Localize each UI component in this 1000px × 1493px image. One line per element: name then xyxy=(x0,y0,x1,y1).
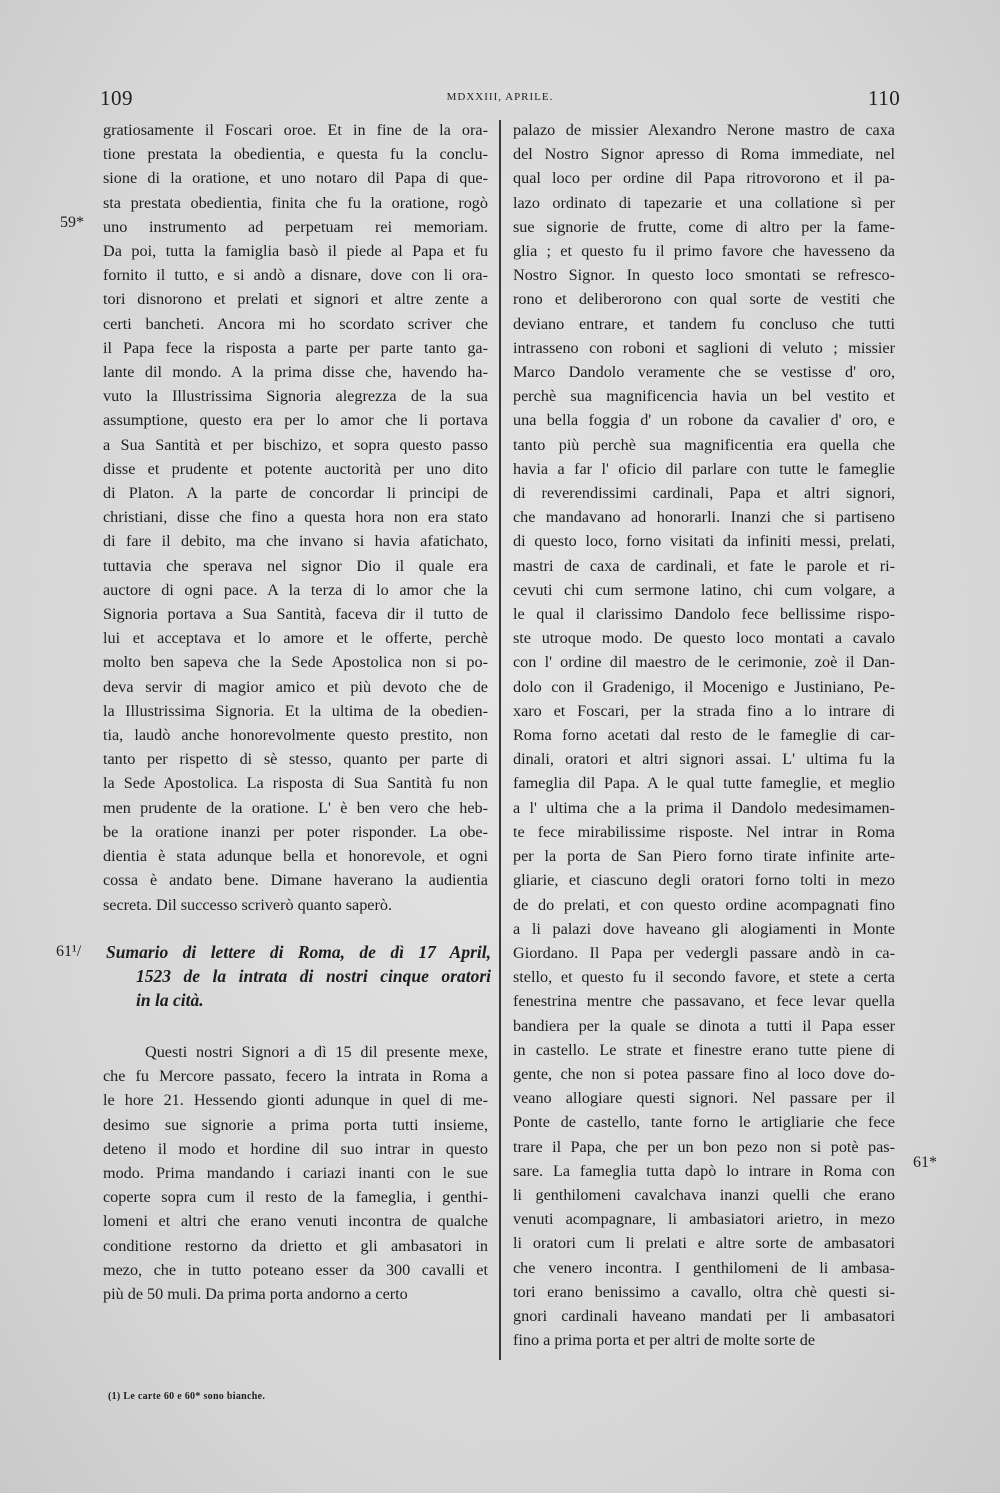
text-line: Marco Dandolo veramente che se vestisse d' oro, xyxy=(513,363,895,382)
text-line: Questi nostri Signori a dì 15 dil presente mexe, xyxy=(145,1043,488,1061)
left-column-paragraph-2 xyxy=(103,1040,488,1306)
text-line: dinali, oratori et altri signori assai. L' ultima fu la xyxy=(513,750,895,769)
text-line: bandiera per la quale se dinota a tutti il Papa esser xyxy=(513,1016,895,1035)
text-line: rono et deliberorono con qual sorte de vestiti che xyxy=(513,290,895,309)
text-line: mastri de caxa de cardinali, et fate le parole et ri- xyxy=(513,556,895,575)
text-line: una bella foggia d' un robone da cavalier d' oro, e xyxy=(513,411,895,430)
text-line: veano allogiare questi signori. Nel passare per il xyxy=(513,1089,895,1108)
text-line: di questo loco, forno visitati da infiniti messi, prelati, xyxy=(513,532,895,551)
text-line: di Platon. A la parte de concordar li principi de xyxy=(103,484,488,503)
left-column-text xyxy=(103,118,488,917)
text-line: perchè sua magnificencia havia un bel vestito et xyxy=(513,387,895,406)
text-line: gente, che non si potea passare fino al loco dove do- xyxy=(513,1064,895,1083)
text-line: le hore 21. Hessendo gionti adunque in quel di me- xyxy=(103,1091,488,1110)
text-line: venuti acompagnare, li ambasiatori arietro, in mezo xyxy=(513,1210,895,1229)
text-line: gnori cardinali haveano mandati per li ambasatori xyxy=(513,1306,895,1325)
section-heading xyxy=(106,940,491,1012)
text-line: di reverendissimi cardinali, Papa et altri signori, xyxy=(513,484,895,503)
text-line: assumptione, questo era per lo amor che li portava xyxy=(103,411,488,430)
text-line: sta prestata obedientia, finita che fu la oratione, rogò xyxy=(103,193,488,212)
text-line: a l' ultima che a la prima il Dandolo medesimamen- xyxy=(513,798,895,817)
text-line: a li palazi dove haveano gli alogiamenti in Monte xyxy=(513,919,895,938)
footnote: (1) Le carte 60 e 60* sono bianche. xyxy=(108,1391,266,1402)
text-line: trare il Papa, che per un bon pezo non si potè pas- xyxy=(513,1137,895,1156)
running-title: MDXXIII, APRILE. xyxy=(446,91,554,103)
text-line: Sumario di lettere di Roma, de dì 17 April, xyxy=(106,942,491,962)
text-line: li genthilomeni cavalchava inanzi quelli che erano xyxy=(513,1185,895,1204)
text-line: cevuti chi cum sermone latino, chi cum volgare, a xyxy=(513,580,895,599)
text-line: fino a prima porta et per altri de molte sorte de xyxy=(513,1331,816,1350)
text-line: te fece mirabilissime risposte. Nel intrar in Roma xyxy=(513,822,895,841)
text-line: conditione restorno da drietto et gli ambasatori in xyxy=(103,1236,488,1255)
text-line: tuttavia che sperava nel signor Dio il quale era xyxy=(103,556,488,575)
text-line: cossa è andato bene. Dimane haverano la audientia xyxy=(103,871,488,890)
text-line: ste utroque modo. De questo loco montati a cavalo xyxy=(513,629,895,648)
page-number-left: 109 xyxy=(100,86,133,110)
text-line: Nostro Signor. In questo loco smontati se refresco- xyxy=(513,266,895,285)
text-line: Signoria portava a Sua Santità, faceva dir il tutto de xyxy=(103,605,488,624)
text-line: uno instrumento ad perpetuam rei memoriam. xyxy=(103,217,488,236)
text-line: Roma forno acetati dal resto de le fameglie di car- xyxy=(513,726,895,745)
text-line: le qual il clarissimo Dandolo fece bellissime rispo- xyxy=(513,605,895,624)
text-line: coperte sopra cum il resto de la fameglia, i genthi- xyxy=(103,1188,488,1207)
text-line: fameglia dil Papa. A le qual tutte fameglie, et meglio xyxy=(513,774,895,793)
margin-note-61-right: 61* xyxy=(913,1154,937,1171)
text-line: in castello. Le strate et finestre erano tutte piene di xyxy=(513,1040,895,1059)
text-line: deva servir di magior amico et più devoto che de xyxy=(103,677,488,696)
text-line: modo. Prima mandando i cariazi inanti con le sue xyxy=(103,1164,488,1183)
column-divider xyxy=(499,120,501,1360)
text-line: 1523 de la intrata di nostri cinque oratori xyxy=(136,966,491,986)
text-line: desimo sue signorie a prima porta tutti insieme, xyxy=(103,1115,488,1134)
text-line: che fu Mercore passato, fecero la intrata in Roma a xyxy=(103,1067,488,1086)
text-line: per la porta de San Piero forno tirate infinite arte- xyxy=(513,847,895,866)
margin-note-61-left: 61¹/ xyxy=(56,943,82,960)
text-line: il Papa fece la risposta a parte per parte tanto ga- xyxy=(103,338,488,357)
text-line: la Illustrissima Signoria. Et la ultima de la obedien- xyxy=(103,701,488,720)
page-number-right: 110 xyxy=(868,86,901,110)
text-line: Da poi, tutta la famiglia basò il piede al Papa et fu xyxy=(103,242,488,261)
text-line: deviano entrare, et tandem fu concluso che tutti xyxy=(513,314,895,333)
text-line: sione di la oratione, et uno notaro dil Papa di que- xyxy=(103,169,488,188)
text-line: palazo de missier Alexandro Nerone mastro de caxa xyxy=(513,121,895,139)
text-line: in la cità. xyxy=(136,990,204,1010)
text-line: Ponte de castello, tante forno le artigliarie che fece xyxy=(513,1113,895,1132)
text-line: la Sede Apostolica. La risposta di Sua Santità fu non xyxy=(103,774,488,793)
text-line: sue signorie de frutte, come di altro per la fame- xyxy=(513,217,895,236)
text-line: li oratori cum li prelati e altre sorte de ambasatori xyxy=(513,1234,895,1253)
text-line: lomeni et altri che erano venuti incontra de qualche xyxy=(103,1212,488,1231)
text-line: auctore di ogni pace. A la terza di lo amor che la xyxy=(103,580,488,599)
text-line: sare. La fameglia tutta dapò lo intrare in Roma con xyxy=(513,1161,895,1180)
text-line: qual loco per ordine dil Papa ritrovorono et il pa- xyxy=(513,169,895,188)
text-line: lui et acceptava et lo amore et le offerte, perchè xyxy=(103,629,488,648)
text-line: disse et prudente et potente auctorità per uno dito xyxy=(103,459,488,478)
text-line: tori disnorono et prelati et signori et altre zente a xyxy=(103,290,488,309)
text-line: molto ben sapeva che la Sede Apostolica non si po- xyxy=(103,653,488,672)
text-line: fornito il tutto, e si andò a disnare, dove con li ora- xyxy=(103,266,488,285)
text-line: fenestrina mentre che passavano, et fece levar quella xyxy=(513,992,895,1011)
text-line: tia, laudò anche honorevolmente questo prestito, non xyxy=(103,726,488,745)
text-line: men prudente de la oratione. L' è ben vero che heb- xyxy=(103,798,488,817)
text-line: dolo con il Gradenigo, il Mocenigo e Justiniano, Pe- xyxy=(513,677,895,696)
text-line: lante dil mondo. A la prima disse che, havendo ha- xyxy=(103,363,488,382)
text-line: tanto per rispetto di sè stesso, quanto per parte di xyxy=(103,750,488,769)
text-line: intrasseno con roboni et saglioni di veluto ; missier xyxy=(513,338,895,357)
text-line: vuto la Illustrissima Signoria alegrezza de la sua xyxy=(103,387,488,406)
margin-note-59: 59* xyxy=(60,214,84,231)
text-line: havia a far l' oficio dil parlare con tutte le fameglie xyxy=(513,459,895,478)
text-line: dientia è stata adunque bella et honorevole, et ogni xyxy=(103,847,488,866)
text-line: con l' ordine dil maestro de le cerimonie, zoè il Dan- xyxy=(513,653,895,672)
text-line: gliarie, et ciascuno degli oratori forno tolti in mezo xyxy=(513,871,895,890)
text-line: lazo ordinato di tapezarie et una collatione sì per xyxy=(513,193,895,212)
text-line: tanto più perchè sua magnificentia era quella che xyxy=(513,435,895,454)
text-line: tione prestata la obedientia, e questa fu la conclu- xyxy=(103,145,488,164)
text-line: più de 50 muli. Da prima porta andorno a certo xyxy=(103,1285,408,1304)
text-line: che venero incontra. I genthilomeni de li ambasa- xyxy=(513,1258,895,1277)
text-line: a Sua Santità et per bischizo, et sopra questo passo xyxy=(103,435,488,454)
text-line: che mandavano ad honorarli. Inanzi che si partiseno xyxy=(513,508,895,527)
text-line: secreta. Dil successo scriverò quanto saperò. xyxy=(103,895,393,914)
text-line: deteno il modo et hordine dil suo intrar in questo xyxy=(103,1139,488,1158)
text-line: certi bancheti. Ancora mi ho scordato scriver che xyxy=(103,314,488,333)
right-column-text xyxy=(513,118,895,1352)
text-line: xaro et Foscari, per la strada fino a lo intrare di xyxy=(513,701,895,720)
text-line: del Nostro Signor apresso di Roma immediate, nel xyxy=(513,145,895,164)
text-line: gratiosamente il Foscari oroe. Et in fine de la ora- xyxy=(103,121,488,139)
text-line: tori erano benissimo a cavallo, oltra chè questi si- xyxy=(513,1282,895,1301)
text-line: stello, et questo fu il secondo favore, et stete a certa xyxy=(513,968,895,987)
text-line: Giordano. Il Papa per vedergli passare andò in ca- xyxy=(513,943,895,962)
text-line: glia ; et questo fu il primo favore che havesseno da xyxy=(513,242,895,261)
text-line: de do prelati, et con questo ordine acompagnati fino xyxy=(513,895,895,914)
text-line: christiani, disse che fino a questa hora non era stato xyxy=(103,508,488,527)
text-line: mezo, che in tutto poteano esser da 300 cavalli et xyxy=(103,1260,488,1279)
text-line: be la oratione inanzi per poter risponder. La obe- xyxy=(103,822,488,841)
text-line: di fare il debito, ma che invano si havia afatichato, xyxy=(103,532,488,551)
